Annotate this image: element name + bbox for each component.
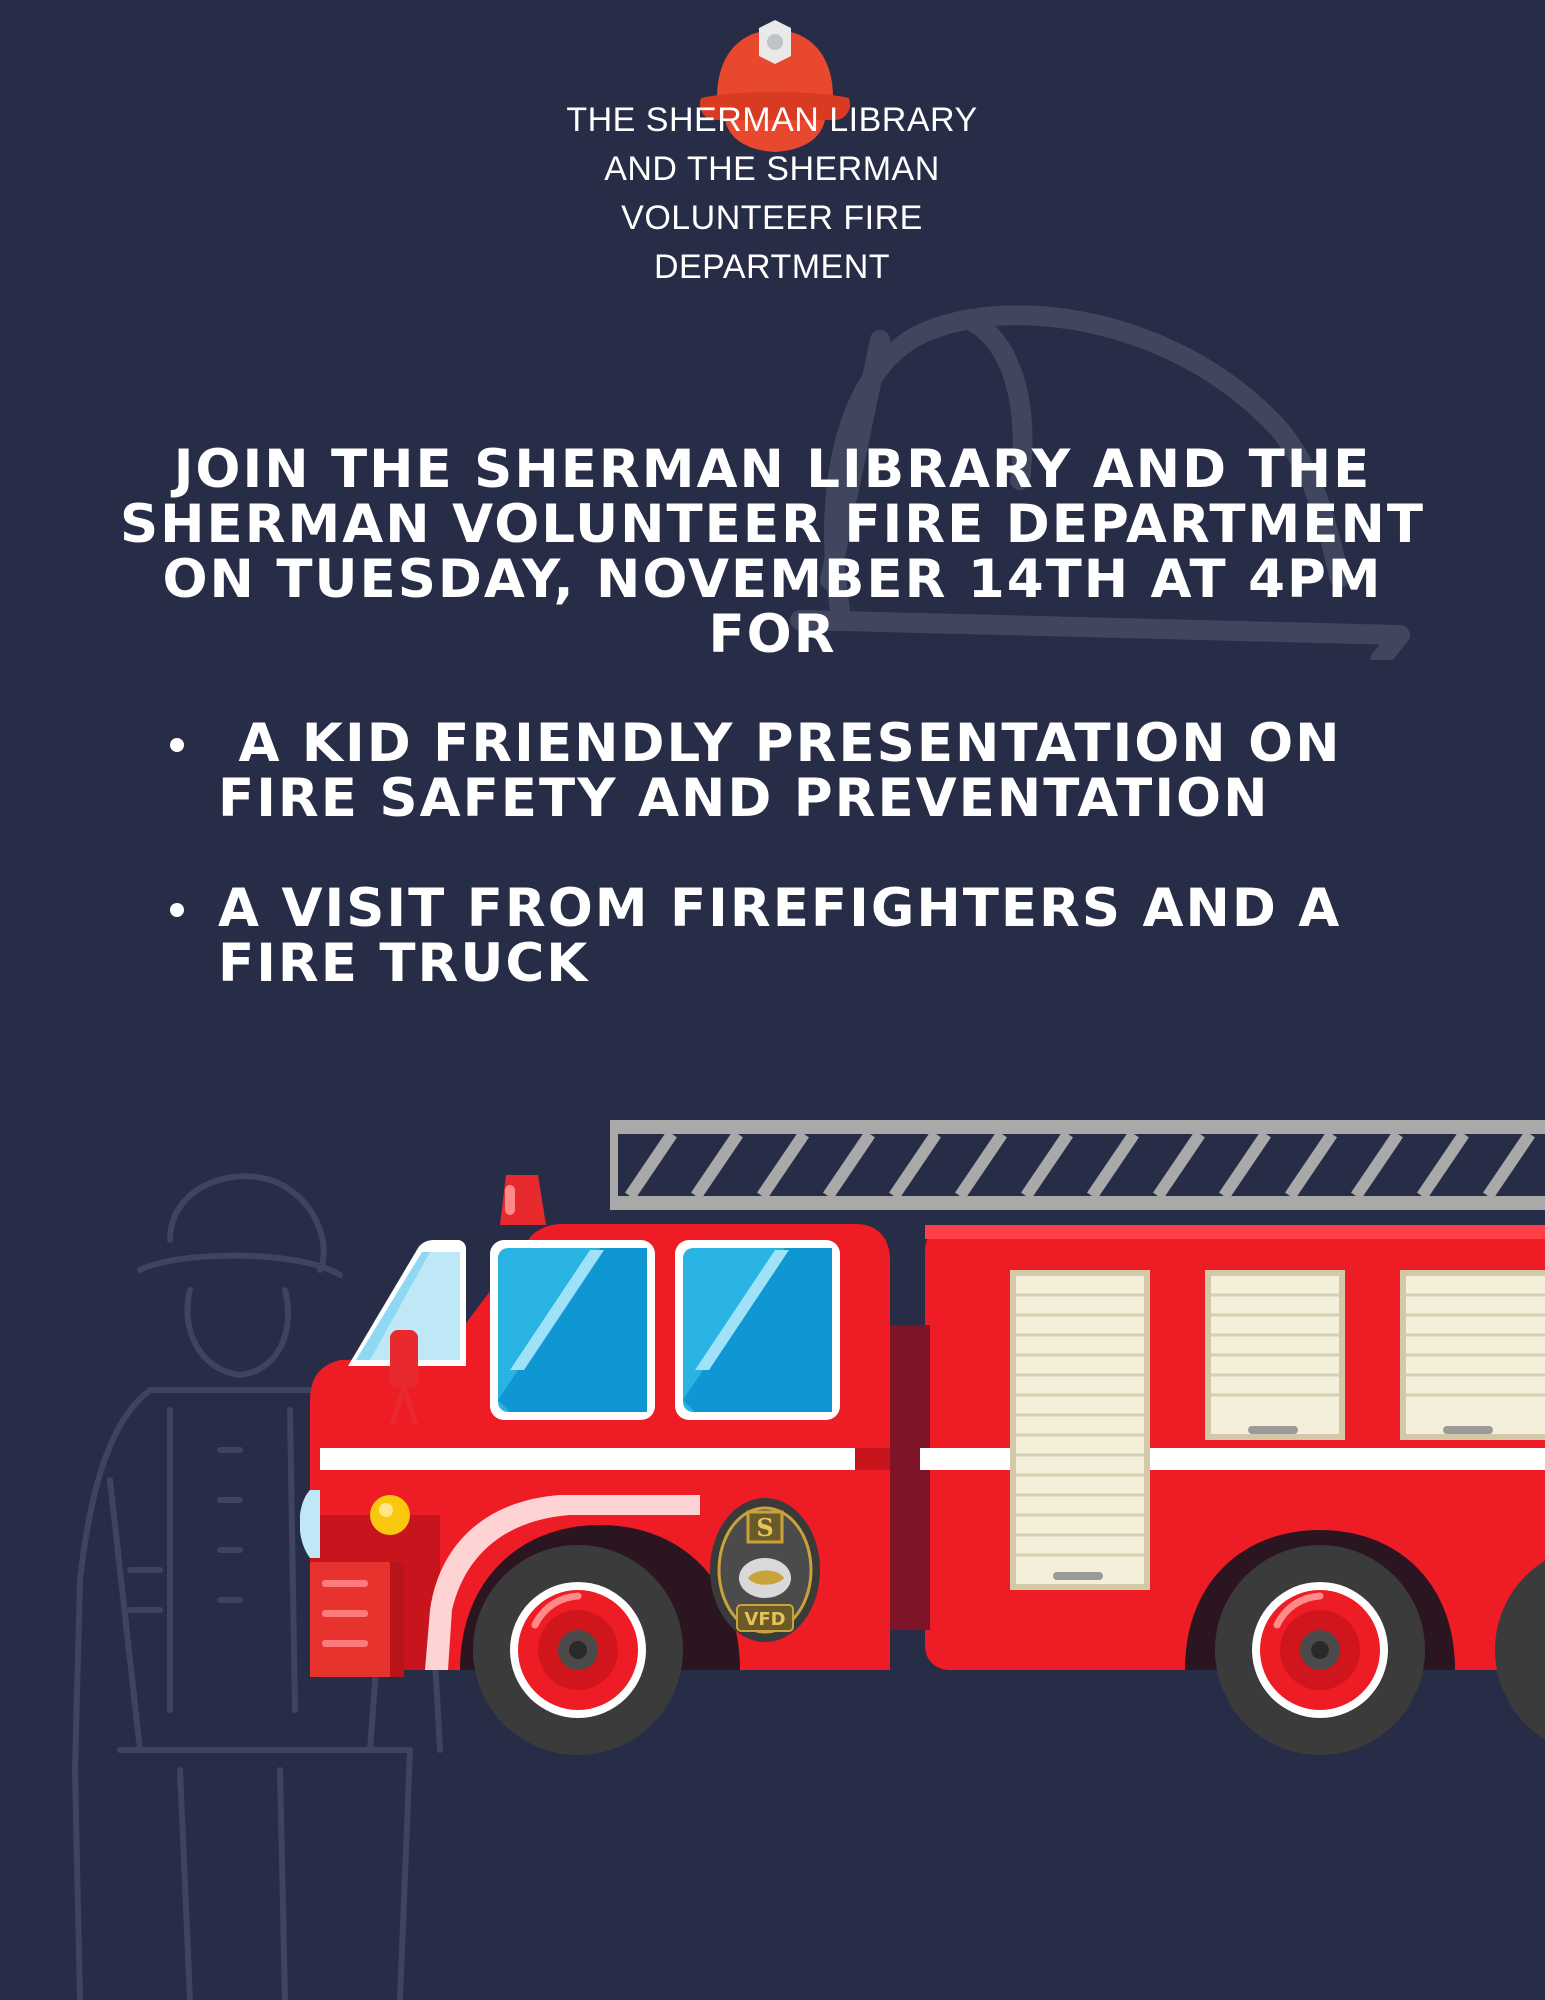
fire-truck-icon	[300, 1110, 1545, 1760]
list-item-line: FIRE SAFETY AND PREVENTATION	[218, 768, 1270, 829]
bullet-dot-icon	[170, 903, 184, 917]
headline-line: FOR	[708, 604, 837, 665]
organizer-line: VOLUNTEER FIRE	[621, 199, 923, 237]
headline-line: JOIN THE SHERMAN LIBRARY AND THE	[173, 439, 1372, 500]
vfd-badge	[710, 1498, 820, 1642]
list-item-line: A VISIT FROM FIREFIGHTERS AND A	[218, 878, 1342, 939]
badge-text: VFD	[744, 1609, 786, 1630]
event-headline	[80, 439, 1465, 665]
headline-line: SHERMAN VOLUNTEER FIRE DEPARTMENT	[120, 494, 1425, 555]
badge-letter: S	[756, 1513, 774, 1542]
organizer-line: DEPARTMENT	[653, 248, 891, 286]
ladder	[610, 1120, 1545, 1210]
organizer-line: THE SHERMAN LIBRARY	[566, 101, 978, 139]
event-activities-list	[160, 713, 1420, 1046]
list-item-line: A KID FRIENDLY PRESENTATION ON	[218, 713, 1342, 774]
headline-line: ON TUESDAY, NOVEMBER 14TH AT 4PM	[162, 549, 1383, 610]
list-item-line: FIRE TRUCK	[218, 933, 590, 994]
list-item	[160, 713, 1420, 829]
list-item	[160, 878, 1420, 994]
organizer-title	[472, 96, 1072, 292]
organizer-line: AND THE SHERMAN	[604, 150, 940, 188]
bullet-dot-icon	[170, 738, 184, 752]
